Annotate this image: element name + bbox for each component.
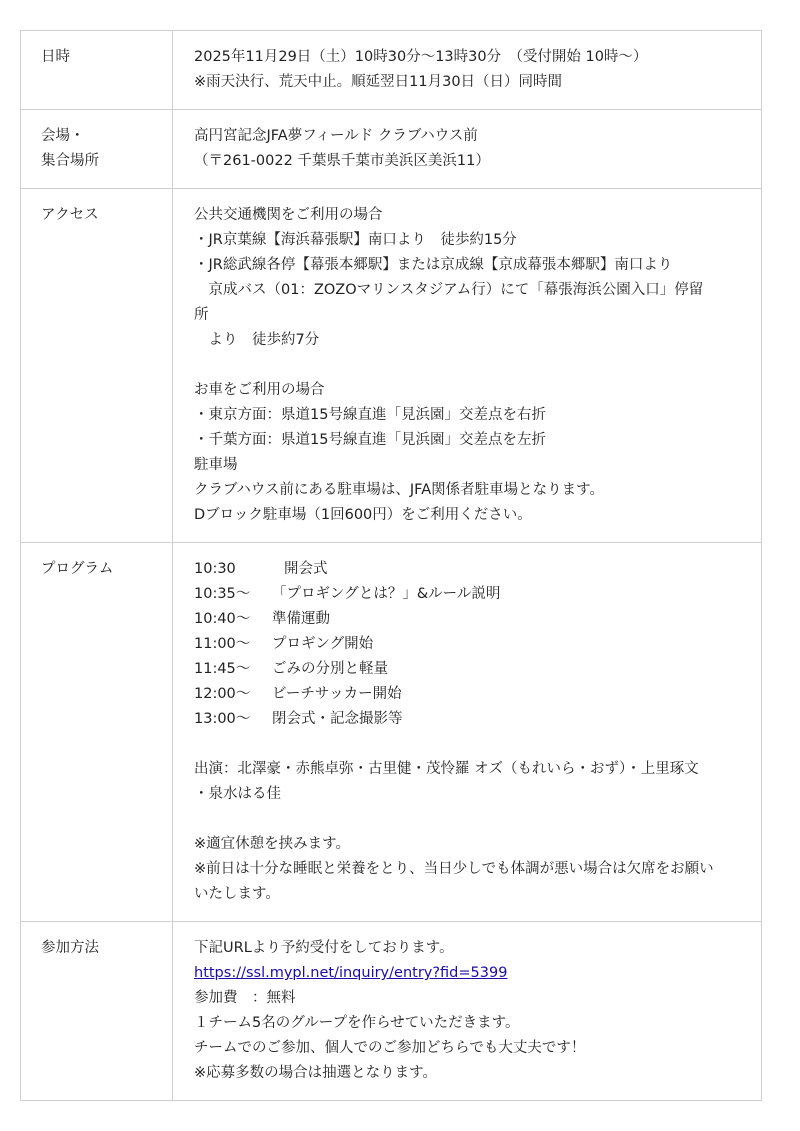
schedule-item: プロギング開始 — [272, 636, 374, 652]
datetime-note: ※雨天決行、荒天中止。順延翌日11月30日（日）同時間 — [194, 74, 563, 90]
row-label-apply: 参加方法 — [21, 922, 173, 1101]
schedule-row — [194, 657, 741, 682]
datetime-line: 2025年11月29日（土）10時30分～13時30分 （受付開始 10時～） — [194, 49, 648, 65]
access-line: ・JR京葉線【海浜幕張駅】南口より 徒歩約15分 — [194, 232, 517, 248]
access-line: より 徒歩約7分 — [194, 332, 320, 348]
schedule-item: 準備運動 — [272, 611, 330, 627]
schedule-row — [194, 607, 741, 632]
table-row-apply — [21, 922, 762, 1101]
row-content-program — [173, 543, 762, 922]
venue-address: （〒261-0022 千葉県千葉市美浜区美浜11） — [194, 153, 490, 169]
apply-line: ※応募多数の場合は抽選となります。 — [194, 1065, 437, 1081]
schedule-time: 13:00～ — [194, 711, 251, 727]
row-label-venue — [21, 110, 173, 189]
schedule-item: 「プロギングとは？」&ルール説明 — [272, 586, 501, 602]
table-row-venue — [21, 110, 762, 189]
access-line: お車をご利用の場合 — [194, 382, 325, 398]
row-label-access: アクセス — [21, 189, 173, 543]
table-row-program — [21, 543, 762, 922]
access-line: 駐車場 — [194, 457, 238, 473]
schedule-item: ビーチサッカー開始 — [272, 686, 402, 702]
schedule-row — [194, 632, 741, 657]
access-line: 京成バス（01：ZOZOマリンスタジアム行）にて「幕張海浜公園入口」停留 — [194, 282, 704, 298]
program-spacer — [194, 732, 741, 757]
program-line: ※前日は十分な睡眠と栄養をとり、当日少しでも体調が悪い場合は欠席をお願い — [194, 861, 714, 877]
table-row-datetime — [21, 31, 762, 110]
table-row-access — [21, 189, 762, 543]
event-info-table — [20, 30, 762, 1101]
schedule-item: ごみの分別と軽量 — [272, 661, 388, 677]
schedule-item: 閉会式・記念撮影等 — [272, 711, 403, 727]
access-line: 所 — [194, 307, 209, 323]
schedule-row — [194, 682, 741, 707]
row-content-access — [173, 189, 762, 543]
venue-label-line: 会場・ — [41, 128, 85, 144]
access-line: ・JR総武線各停【幕張本郷駅】または京成線【京成幕張本郷駅】南口より — [194, 257, 673, 273]
row-content-venue — [173, 110, 762, 189]
row-label-program: プログラム — [21, 543, 173, 922]
apply-intro: 下記URLより予約受付をしております。 — [194, 940, 454, 956]
access-line: クラブハウス前にある駐車場は、JFA関係者駐車場となります。 — [194, 482, 604, 498]
venue-label-line: 集合場所 — [41, 153, 99, 169]
program-line: ※適宜休憩を挟みます。 — [194, 836, 350, 852]
access-line: ・千葉方面：県道15号線直進「見浜園」交差点を左折 — [194, 432, 546, 448]
apply-line: １チーム5名のグループを作らせていただきます。 — [194, 1015, 520, 1031]
access-line: 公共交通機関をご利用の場合 — [194, 207, 383, 223]
schedule-row — [194, 707, 741, 732]
schedule-time: 11:00～ — [194, 636, 251, 652]
schedule-time: 10:35～ — [194, 586, 251, 602]
row-label-datetime: 日時 — [21, 31, 173, 110]
program-line: 出演：北澤豪・赤熊卓弥・古里健・茂怜羅 オズ（もれいら・おず）・上里琢文 — [194, 761, 699, 777]
program-line — [194, 807, 741, 832]
schedule-time: 12:00～ — [194, 686, 251, 702]
row-content-datetime — [173, 31, 762, 110]
apply-line — [194, 961, 741, 986]
access-line: Dブロック駐車場（1回600円）をご利用ください。 — [194, 507, 532, 523]
schedule-time: 11:45～ — [194, 661, 251, 677]
apply-line: 参加費 ：無料 — [194, 990, 296, 1006]
schedule-row — [194, 582, 741, 607]
schedule-row — [194, 557, 741, 582]
access-line — [194, 353, 741, 378]
row-content-apply — [173, 922, 762, 1101]
program-line: ・泉水はる佳 — [194, 786, 281, 802]
schedule-item: 開会式 — [284, 561, 328, 577]
venue-name: 高円宮記念JFA夢フィールド クラブハウス前 — [194, 128, 478, 144]
entry-url-link[interactable]: https://ssl.mypl.net/inquiry/entry?fid=5399 — [194, 965, 508, 981]
schedule-time: 10:40～ — [194, 611, 251, 627]
schedule-time: 10:30 — [194, 561, 236, 577]
access-line: ・東京方面：県道15号線直進「見浜園」交差点を右折 — [194, 407, 546, 423]
apply-line: チームでのご参加、個人でのご参加どちらでも大丈夫です！ — [194, 1040, 586, 1056]
program-line: いたします。 — [194, 886, 280, 902]
